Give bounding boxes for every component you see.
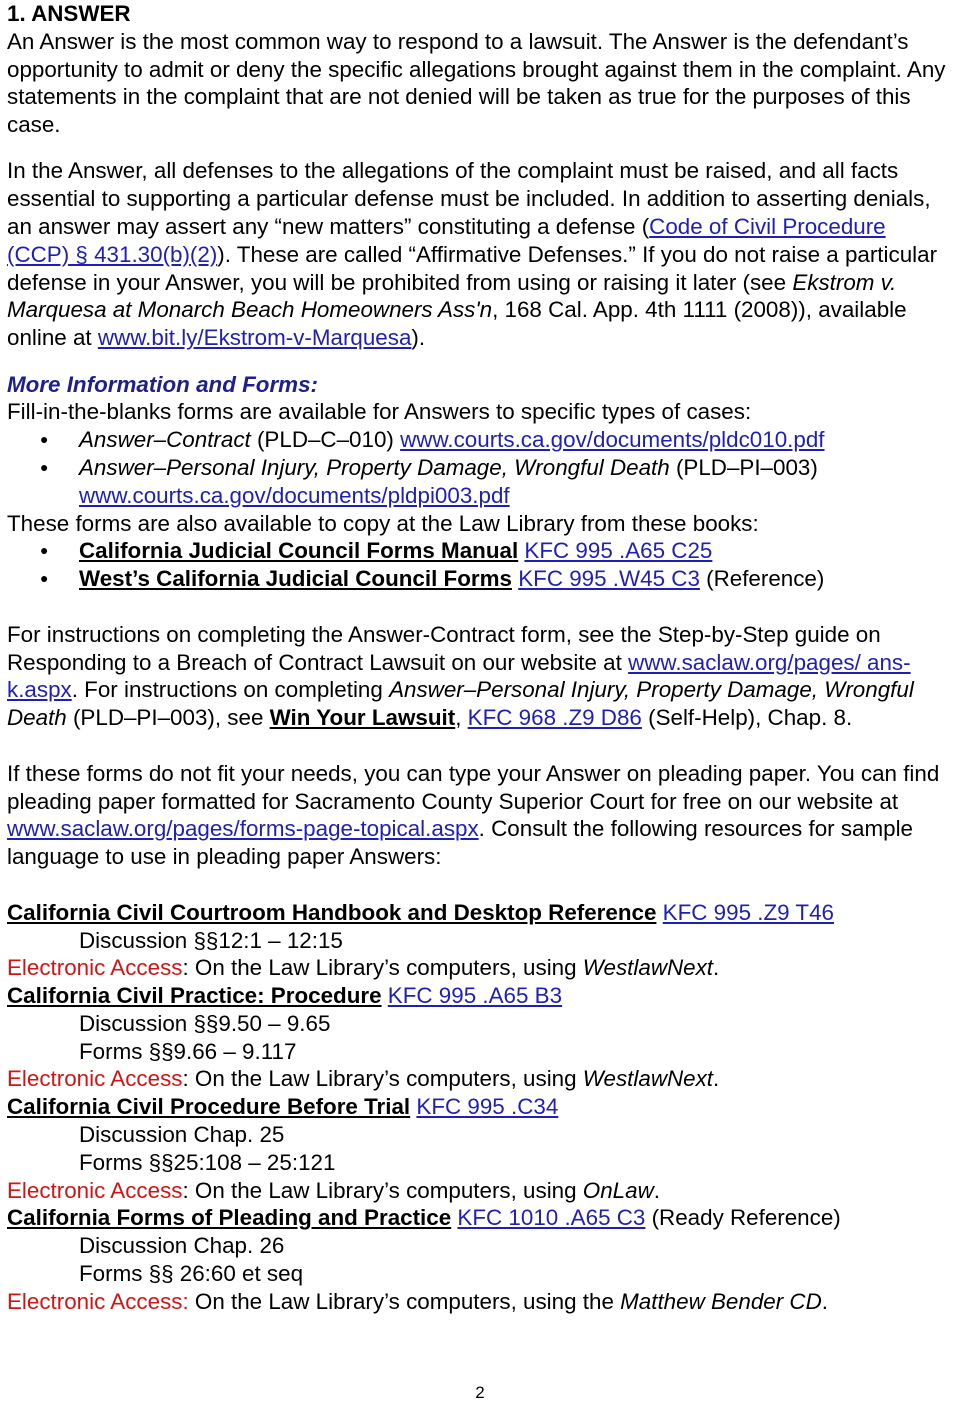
forms-page-link[interactable]: www.saclaw.org/pages/forms-page-topical.aspx [7,816,479,842]
section-heading: 1. ANSWER [7,1,131,26]
electronic-access: Electronic Access: On the Law Library’s computers, using WestlawNext. [7,1066,720,1092]
book-title: Win Your Lawsuit [269,705,456,731]
resource-entry [7,982,953,1093]
resource-title: California Civil Courtroom Handbook and Desktop Reference [7,899,657,925]
list-item: ● Answer–Personal Injury, Property Damage, Wrongful Death (PLD–PI–003) www.courts.ca.gov/documents/pldpi003.pdf [40,454,818,508]
call-number-link[interactable]: KFC 995 .A65 B3 [387,983,563,1009]
resource-entry [7,1093,953,1204]
resource-title: California Civil Procedure Before Trial [7,1094,411,1120]
form-link[interactable]: www.courts.ca.gov/documents/pldc010.pdf [400,427,825,453]
resource-entry [7,899,953,982]
books-list [7,537,953,593]
case-name: Ekstrom v. Marquesa at Monarch Beach Homeowners Ass'n [7,269,897,323]
page-number: 2 [475,1383,485,1402]
call-number-link[interactable]: KFC 995 .A65 C25 [524,538,713,564]
bullet-icon: ● [40,431,49,448]
call-number-link[interactable]: KFC 995 .W45 C3 [518,566,700,592]
call-number-link[interactable]: KFC 995 .C34 [416,1094,559,1120]
more-info-heading: More Information and Forms: [7,371,318,397]
ekstrom-link[interactable]: www.bit.ly/Ekstrom-v-Marquesa [97,325,412,351]
resource-entry: California Forms of Pleading and Practice KFC 1010 .A65 C3 (Ready Reference) Discussion Chap. 26 Forms §§ 26:60 et seq Electronic Access: On the Law Library’s computers, using the Matthew Bender CD. [7,1204,953,1315]
resource-detail: Forms §§25:108 – 25:121 [79,1149,336,1175]
resource-detail: Forms §§9.66 – 9.117 [79,1038,297,1064]
list-item: ● California Judicial Council Forms Manual KFC 995 .A65 C25 [40,538,713,564]
defenses-paragraph: In the Answer, all defenses to the allegations of the complaint must be raised, and all facts essential to supporting a particular defense must be included. In addition to asserting denials, an answer may assert any “new matters” constituting a defense (Code of Civil Procedure (CCP) § 431.30(b)(2)). These are called “Affirmative Defenses.” If you do not raise a particular defense in your Answer, you will be prohibited from using or raising it later (see Ekstrom v. Marquesa at Monarch Beach Homeowners Ass'n, 168 Cal. App. 4th 1111 (2008)), available online at www.bit.ly/Ekstrom-v-Marquesa). [7,158,938,351]
ccp-link[interactable]: Code of Civil Procedure (CCP) § 431.30(b)(2) [7,214,886,267]
bullet-icon: ● [40,570,49,587]
instructions-paragraph: For instructions on completing the Answer-Contract form, see the Step-by-Step guide on Responding to a Breach of Contract Lawsuit on our website at www.saclaw.org/pages/ ans-k.aspx. For instructions on completing Answer–Personal Injury, Property Damage, Wrongful Death (PLD–PI–003), see Win Your Lawsuit, KFC 968 .Z9 D86 (Self-Help), Chap. 8. [7,621,914,731]
resources-list [7,899,953,1316]
resource-detail: Discussion Chap. 26 [79,1233,285,1259]
form-link[interactable]: www.courts.ca.gov/documents/pldpi003.pdf [79,482,510,508]
call-number-link[interactable]: KFC 995 .Z9 T46 [662,899,835,925]
forms-lead: Fill-in-the-blanks forms are available for Answers to specific types of cases: [7,399,752,425]
forms-list [7,426,953,509]
document-page [7,0,953,1316]
resource-title: California Civil Practice: Procedure [7,983,382,1009]
electronic-access: Electronic Access: On the Law Library’s computers, using OnLaw. [7,1177,660,1203]
call-number-link[interactable]: KFC 968 .Z9 D86 [467,705,642,731]
list-item: ● West’s California Judicial Council Forms KFC 995 .W45 C3 (Reference) [40,566,825,592]
resource-detail: Discussion Chap. 25 [79,1122,285,1148]
electronic-access: Electronic Access: On the Law Library’s computers, using WestlawNext. [7,955,720,981]
resource-title: California Forms of Pleading and Practice [7,1205,452,1231]
saclaw-ans-link[interactable]: www.saclaw.org/pages/ ans-k.aspx [7,649,911,703]
resource-detail: Discussion §§9.50 – 9.65 [79,1010,331,1036]
resource-detail: Forms §§ 26:60 et seq [79,1261,304,1287]
electronic-access: Electronic Access: On the Law Library’s computers, using the Matthew Bender CD. [7,1288,828,1314]
resource-detail: Discussion §§12:1 – 12:15 [79,927,343,953]
call-number-link[interactable]: KFC 1010 .A65 C3 [457,1205,646,1231]
books-lead: These forms are also available to copy at the Law Library from these books: [7,510,759,536]
bullet-icon: ● [40,458,49,475]
intro-paragraph: An Answer is the most common way to respond to a lawsuit. The Answer is the defendant’s opportunity to admit or deny the specific allegations brought against them in the complaint. Any statements in the complaint that are not denied will be taken as true for the purposes of this case. [7,28,946,138]
list-item: ● Answer–Contract (PLD–C–010) www.courts.ca.gov/documents/pldc010.pdf [40,427,825,453]
pleading-paragraph: If these forms do not fit your needs, you can type your Answer on pleading paper. You can find pleading paper formatted for Sacramento County Superior Court for free on our website at www.saclaw.org/pages/forms-page-topical.aspx. Consult the following resources for sample language to use in pleading paper Answers: [7,760,940,870]
bullet-icon: ● [40,542,49,559]
